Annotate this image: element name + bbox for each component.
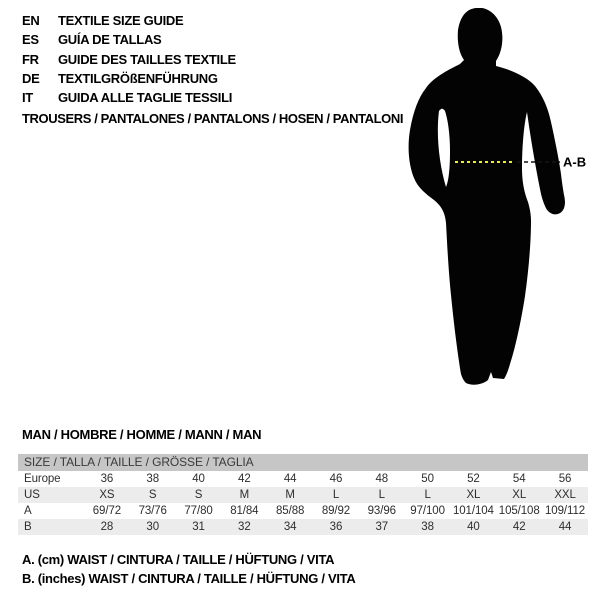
table-cell: 101/104 xyxy=(452,505,494,517)
table-cell: 85/88 xyxy=(276,505,305,517)
table-cell: 31 xyxy=(192,521,205,533)
language-code: IT xyxy=(22,90,33,106)
table-cell: M xyxy=(239,489,250,501)
man-silhouette-svg xyxy=(402,8,597,398)
table-cell: XL xyxy=(512,489,527,501)
table-cell: XL xyxy=(466,489,481,501)
section-title: MAN / HOMBRE / HOMME / MANN / MAN xyxy=(22,427,262,442)
table-cell: S xyxy=(194,489,203,501)
row-label: B xyxy=(24,521,32,533)
man-silhouette-figure xyxy=(402,8,597,398)
table-cell: 44 xyxy=(558,521,572,533)
table-cell: L xyxy=(378,489,385,501)
table-cell: 28 xyxy=(100,521,114,533)
language-title: TEXTILGRÖßENFÜHRUNG xyxy=(58,71,218,87)
language-list xyxy=(22,11,236,107)
table-cell: 105/108 xyxy=(498,505,540,517)
row-label: US xyxy=(24,489,40,501)
table-cell: 44 xyxy=(283,473,297,485)
row-label: Europe xyxy=(24,473,61,485)
table-cell: 73/76 xyxy=(138,505,167,517)
table-cell: L xyxy=(332,489,340,501)
language-row-fr xyxy=(22,50,236,69)
footnotes xyxy=(22,551,355,588)
table-cell: 89/92 xyxy=(321,505,351,517)
measure-label: A-B xyxy=(563,154,587,170)
table-cell: L xyxy=(424,489,431,501)
table-cell: 93/96 xyxy=(367,505,396,517)
table-cell: 40 xyxy=(192,473,205,485)
table-cell: 77/80 xyxy=(184,505,213,517)
row-label: A xyxy=(24,505,32,517)
table-cell: 34 xyxy=(283,521,297,533)
language-row-it xyxy=(22,88,236,107)
table-row-us xyxy=(18,487,588,503)
language-code: DE xyxy=(22,71,40,87)
table-cell: 109/112 xyxy=(545,505,586,517)
language-row-es xyxy=(22,30,236,49)
table-cell: 38 xyxy=(146,473,160,485)
table-cell: 69/72 xyxy=(92,505,122,517)
table-cell: 38 xyxy=(421,521,434,533)
category-title: TROUSERS / PANTALONES / PANTALONS / HOSEN / PANTALONI xyxy=(22,111,404,126)
table-cell: 81/84 xyxy=(230,505,259,517)
table-cell: 32 xyxy=(238,521,251,533)
size-table xyxy=(18,454,588,535)
footnote-a: A. (cm) WAIST / CINTURA / TAILLE / HÜFTUNG / VITA xyxy=(22,552,335,567)
language-code: ES xyxy=(22,32,39,48)
table-cell: 56 xyxy=(558,473,572,485)
language-title: TEXTILE SIZE GUIDE xyxy=(58,13,184,29)
table-cell: 97/100 xyxy=(410,505,445,517)
table-cell: M xyxy=(285,489,295,501)
table-cell: 36 xyxy=(329,521,343,533)
table-row-b-inches xyxy=(18,519,588,535)
language-code: FR xyxy=(22,51,39,67)
table-cell: XS xyxy=(99,489,115,501)
language-title: GUIDA ALLE TAGLIE TESSILI xyxy=(58,90,233,106)
table-cell: 42 xyxy=(238,473,251,485)
language-title: GUÍA DE TALLAS xyxy=(58,32,162,48)
table-cell: 30 xyxy=(146,521,160,533)
table-cell: 48 xyxy=(375,473,389,485)
footnote-b: B. (inches) WAIST / CINTURA / TAILLE / HÜFTUNG / VITA xyxy=(22,570,356,586)
table-cell: XXL xyxy=(554,489,576,501)
table-cell: 50 xyxy=(421,473,434,485)
table-cell: 42 xyxy=(512,521,526,533)
table-cell: 37 xyxy=(375,521,389,533)
table-cell: 40 xyxy=(467,521,480,533)
language-code: EN xyxy=(22,13,40,29)
language-row-de xyxy=(22,69,236,88)
table-cell: 54 xyxy=(512,473,526,485)
man-silhouette xyxy=(409,8,565,385)
table-cell: 36 xyxy=(100,473,114,485)
table-row-a-cm xyxy=(18,503,588,519)
language-row-en xyxy=(22,11,236,30)
language-title: GUIDE DES TAILLES TEXTILE xyxy=(58,51,236,67)
size-table-header: SIZE / TALLA / TAILLE / GRÖSSE / TAGLIA xyxy=(18,454,588,471)
table-cell: S xyxy=(148,489,157,501)
table-cell: 46 xyxy=(329,473,343,485)
table-cell: 52 xyxy=(467,473,480,485)
table-row-europe xyxy=(18,471,588,487)
